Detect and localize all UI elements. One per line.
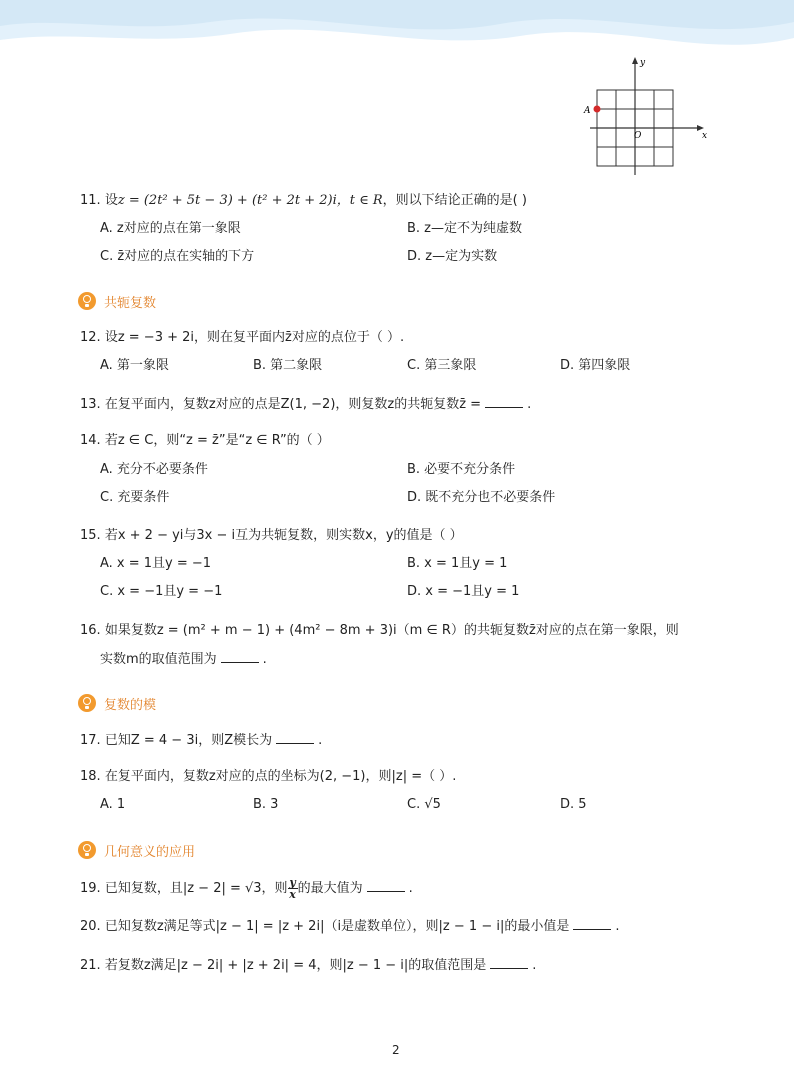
x-axis-label: x: [702, 131, 708, 141]
answer-blank[interactable]: [573, 917, 611, 930]
question-12: [80, 329, 404, 347]
question-14: [80, 432, 330, 450]
question-suffix: ，则以下结论正确的是( ): [382, 193, 527, 208]
question-number: 16.: [80, 623, 101, 638]
question-text: 如果复数z = (m² + m − 1) + (4m² − 8m + 3)i（m ∈ R）的共轭复数z̄对应的点在第一象限，则: [104, 623, 679, 638]
question-text: 实数m的取值范围为: [100, 652, 217, 667]
question-text: 在复平面内，复数z对应的点的坐标为(2, −1)，则|z| =（ ）.: [104, 769, 457, 784]
question-text: 若x + 2 − yi与3x − i互为共轭复数，则实数x，y的值是（ ）: [104, 528, 463, 543]
option-b: B. 第二象限: [253, 358, 323, 373]
question-prefix: 设: [104, 193, 118, 208]
fraction-denominator: x: [289, 888, 296, 901]
question-18: [80, 768, 456, 786]
question-number: 12.: [80, 330, 101, 345]
y-axis-label: y: [640, 58, 646, 68]
question-number: 14.: [80, 433, 101, 448]
question-text: 已知Z = 4 − 3i，则Z模长为: [104, 733, 273, 748]
option-d: D. 5: [560, 797, 587, 812]
answer-blank[interactable]: [276, 731, 314, 744]
section-title: 复数的模: [104, 697, 157, 713]
question-suffix: .: [262, 652, 267, 667]
question-21: [80, 956, 536, 975]
header-wave-decoration: [0, 0, 794, 60]
option-d: D. x = −1且y = 1: [407, 584, 520, 599]
option-d: D. 既不充分也不必要条件: [407, 490, 556, 505]
question-number: 13.: [80, 397, 101, 412]
question-suffix: .: [318, 733, 323, 748]
option-b: B. z—定不为纯虚数: [407, 221, 523, 236]
question-number: 21.: [80, 958, 101, 973]
question-11: [80, 192, 527, 210]
question-number: 18.: [80, 769, 101, 784]
option-c: C. 第三象限: [407, 358, 477, 373]
lightbulb-icon: [78, 292, 96, 310]
answer-blank[interactable]: [490, 956, 528, 969]
question-text: 若z ∈ C，则“z = z̄”是“z ∈ R”的（ ）: [104, 433, 330, 448]
origin-label: O: [634, 131, 642, 141]
lightbulb-icon: [78, 694, 96, 712]
fraction-numerator: y: [289, 876, 296, 889]
question-19: [80, 877, 413, 900]
question-suffix: .: [532, 958, 537, 973]
answer-blank[interactable]: [221, 650, 259, 663]
option-a: A. 充分不必要条件: [100, 462, 208, 477]
option-a: A. 1: [100, 797, 126, 812]
point-a-label: A: [584, 106, 591, 116]
question-16: [80, 622, 679, 640]
question-13: [80, 395, 531, 414]
question-17: [80, 731, 322, 750]
question-middle: 的最大值为: [297, 881, 363, 896]
coordinate-grid-figure: [578, 55, 713, 180]
option-c: C. √5: [407, 797, 441, 812]
question-text: 若复数z满足|z − 2i| + |z + 2i| = 4，则|z − 1 − i|的取值范围是: [104, 958, 487, 973]
option-a: A. 第一象限: [100, 358, 169, 373]
section-heading-geometry: [78, 840, 195, 860]
question-math: z = (2t² + 5t − 3) + (t² + 2t + 2)i，t ∈ R: [117, 193, 383, 208]
option-a: A. z对应的点在第一象限: [100, 221, 241, 236]
answer-blank[interactable]: [367, 879, 405, 892]
option-d: D. z—定为实数: [407, 249, 498, 264]
question-suffix: .: [408, 881, 413, 896]
option-b: B. x = 1且y = 1: [407, 556, 508, 571]
option-c: C. z̄对应的点在实轴的下方: [100, 249, 255, 264]
lightbulb-icon: [78, 841, 96, 859]
question-15: [80, 527, 463, 545]
question-text: 已知复数z满足等式|z − 1| = |z + 2i|（i是虚数单位），则|z − 1 − i|的最小值是: [104, 919, 570, 934]
option-c: C. x = −1且y = −1: [100, 584, 223, 599]
question-number: 20.: [80, 919, 101, 934]
section-title: 共轭复数: [104, 295, 157, 311]
question-text: 已知复数，且|z − 2| = √3，则: [104, 881, 288, 896]
answer-blank[interactable]: [485, 395, 523, 408]
question-16-line-2: [100, 650, 267, 669]
section-heading-conjugate: [78, 291, 156, 311]
section-title: 几何意义的应用: [104, 844, 196, 860]
question-suffix: .: [615, 919, 620, 934]
page-number: 2: [392, 1043, 400, 1057]
option-b: B. 必要不充分条件: [407, 462, 516, 477]
question-number: 17.: [80, 733, 101, 748]
point-a: [594, 106, 601, 113]
option-b: B. 3: [253, 797, 279, 812]
section-heading-modulus: [78, 693, 156, 713]
option-c: C. 充要条件: [100, 490, 170, 505]
option-d: D. 第四象限: [560, 358, 631, 373]
question-number: 15.: [80, 528, 101, 543]
option-a: A. x = 1且y = −1: [100, 556, 212, 571]
question-text: 设z = −3 + 2i，则在复平面内z̄对应的点位于（ ）.: [104, 330, 405, 345]
question-number: 19.: [80, 881, 101, 896]
question-20: [80, 917, 619, 936]
question-suffix: .: [527, 397, 532, 412]
question-text: 在复平面内，复数z对应的点是Z(1, −2)，则复数z的共轭复数z̄ =: [104, 397, 482, 412]
fraction-y-over-x: [288, 877, 298, 900]
question-number: 11.: [80, 193, 101, 208]
